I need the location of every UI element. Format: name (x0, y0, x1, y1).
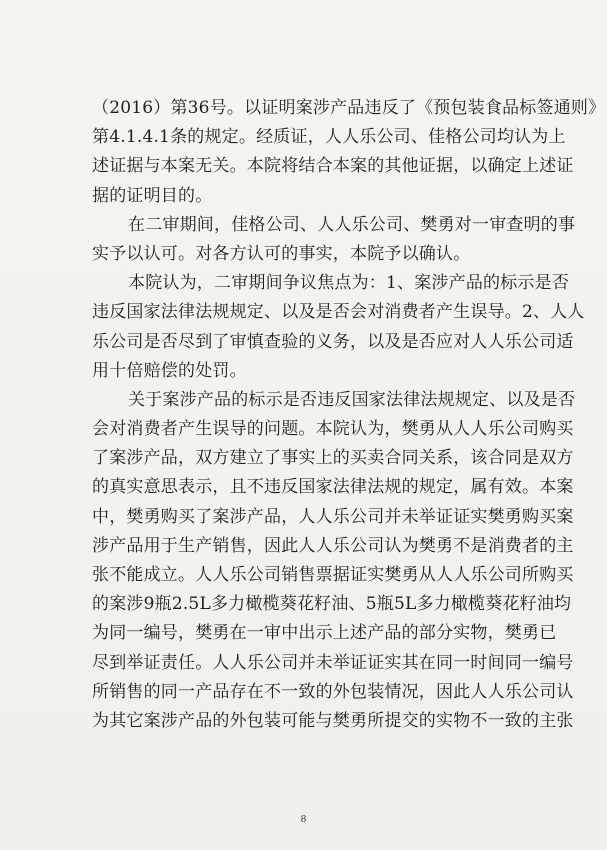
text-line-4: 据的证明目的。 (92, 185, 213, 206)
text-line-14: 的真实意思表示，且不违反国家法律法规的规定，属有效。本案 (92, 477, 574, 498)
text-line-10: 用十倍赔偿的处罚。 (92, 360, 247, 381)
text-line-12: 会对消费者产生误导的问题。本院认为，樊勇从人人乐公司购买 (92, 419, 574, 440)
text-line-7: 本院认为，二审期间争议焦点为：1、案涉产品的标示是否 (128, 273, 570, 294)
text-line-19: 为同一编号，樊勇在一审中出示上述产品的部分实物，樊勇已 (92, 623, 557, 644)
text-line-13: 了案涉产品，双方建立了事实上的买卖合同关系，该合同是双方 (92, 448, 574, 469)
text-line-6: 实予以认可。对各方认可的事实，本院予以确认。 (92, 243, 471, 264)
text-line-22: 为其它案涉产品的外包装可能与樊勇所提交的实物不一致的主张 (92, 710, 574, 731)
text-line-9: 乐公司是否尽到了审慎查验的义务，以及是否应对人人乐公司适 (92, 331, 574, 352)
text-line-16: 涉产品用于生产销售，因此人人乐公司认为樊勇不是消费者的主 (92, 535, 574, 556)
text-line-15: 中，樊勇购买了案涉产品，人人乐公司并未举证证实樊勇购买案 (92, 506, 574, 527)
page-number: 8 (300, 813, 307, 825)
text-line-17: 张不能成立。人人乐公司销售票据证实樊勇从人人乐公司所购买 (92, 565, 574, 585)
body-text (92, 94, 606, 736)
text-line-21: 所销售的同一产品存在不一致的外包装情况，因此人人乐公司认 (92, 681, 574, 702)
text-line-1: （2016）第36号。以证明案涉产品违反了《预包装食品标签通则》 (92, 98, 606, 118)
text-line-5: 在二审期间，佳格公司、人人乐公司、樊勇对一审查明的事 (128, 214, 576, 235)
text-line-20: 尽到举证责任。人人乐公司并未举证证实其在同一时间同一编号 (92, 652, 574, 673)
text-line-18: 的案涉9瓶2.5L多力橄榄葵花籽油、5瓶5L多力橄榄葵花籽油均 (92, 594, 572, 615)
text-line-11: 关于案涉产品的标示是否违反国家法律法规规定、以及是否 (128, 389, 576, 410)
text-line-2: 第4.1.4.1条的规定。经质证，人人乐公司、佳格公司均认为上 (92, 127, 566, 148)
text-line-8: 违反国家法律法规规定、以及是否会对消费者产生误导。2、人人 (92, 302, 585, 323)
text-line-3: 述证据与本案无关。本院将结合本案的其他证据，以确定上述证 (92, 156, 574, 177)
